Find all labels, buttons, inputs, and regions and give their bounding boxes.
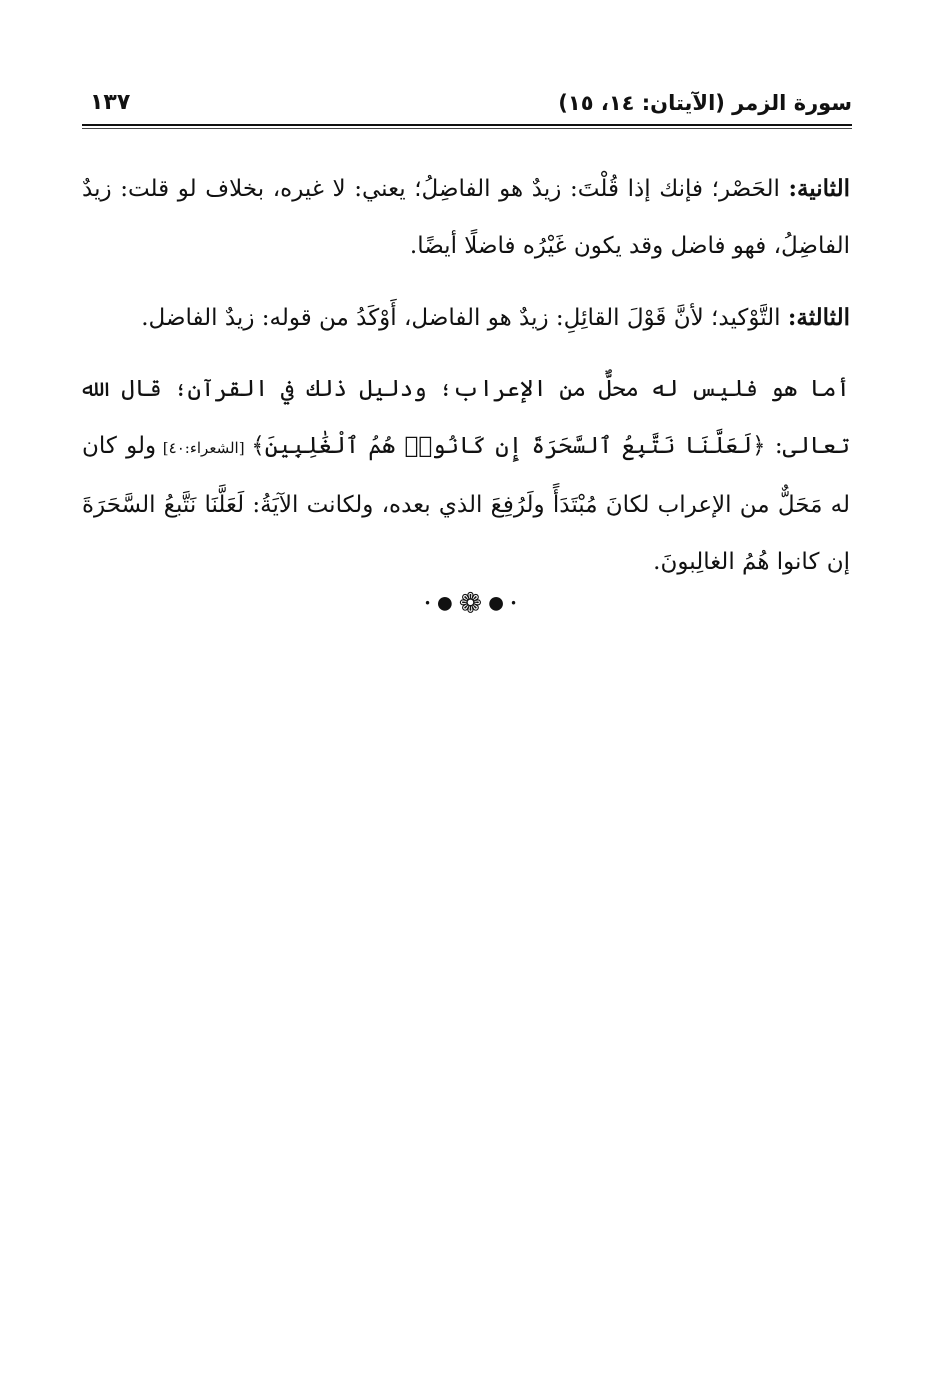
verse-citation: [الشعراء:٤٠]: [156, 439, 252, 457]
body-text: [82, 160, 850, 605]
dot-big-icon: ●: [488, 592, 510, 614]
dot-small-icon: •: [423, 596, 438, 611]
paragraph-second: [82, 160, 850, 275]
dot-small-icon: •: [509, 596, 524, 611]
section-end-ornament: [0, 585, 947, 621]
header-rule-thin: [82, 128, 852, 129]
paragraph-text: أما هو فليس له محلٌّ من الإعراب؛ ودليل ذلك في القرآن؛ قال الله تعالى:: [82, 376, 850, 459]
paragraph-huwa: [82, 361, 850, 591]
running-header: [82, 88, 852, 128]
paragraph-lead: الثالثة:: [787, 304, 850, 331]
flower-icon: ❁: [458, 586, 489, 620]
paragraph-text: التَّوْكيد؛ لأنَّ قَوْلَ القائِلِ: زيدٌ هو الفاضل، أَوْكَدُ من قوله: زيدٌ الفاضل.: [141, 305, 788, 331]
page-number: ١٣٧: [90, 90, 131, 115]
header-rule: [82, 124, 852, 126]
paragraph-third: [82, 289, 850, 347]
paragraph-text: الحَصْر؛ فإنك إذا قُلْتَ: زيدٌ هو الفاضِلُ؛ يعني: لا غيره، بخلاف لو قلت: زيدٌ الفاضِلُ، فهو فاضل وقد يكون غَيْرُه فاضلًا أيضًا.: [82, 176, 850, 259]
paragraph-lead: الثانية:: [788, 175, 850, 202]
running-title: سورة الزمر (الآيتان: ١٤، ١٥): [558, 91, 852, 115]
paragraph-text: ولو كان له مَحَلٌّ من الإعراب لكانَ مُبْتَدَأً ولَرُفِعَ الذي بعده، ولكانت الآيَةُ: لَعَلَّنَا نَتَّبعُ السَّحَرَةَ إن كانوا هُمُ الغالِبونَ.: [82, 433, 850, 575]
quran-verse: ﴿لَعَلَّنَا نَتَّبِعُ ٱلسَّحَرَةَ إِن كَانُوا۟ هُمُ ٱلْغَٰلِبِينَ﴾: [251, 433, 766, 459]
dot-big-icon: ●: [437, 592, 459, 614]
